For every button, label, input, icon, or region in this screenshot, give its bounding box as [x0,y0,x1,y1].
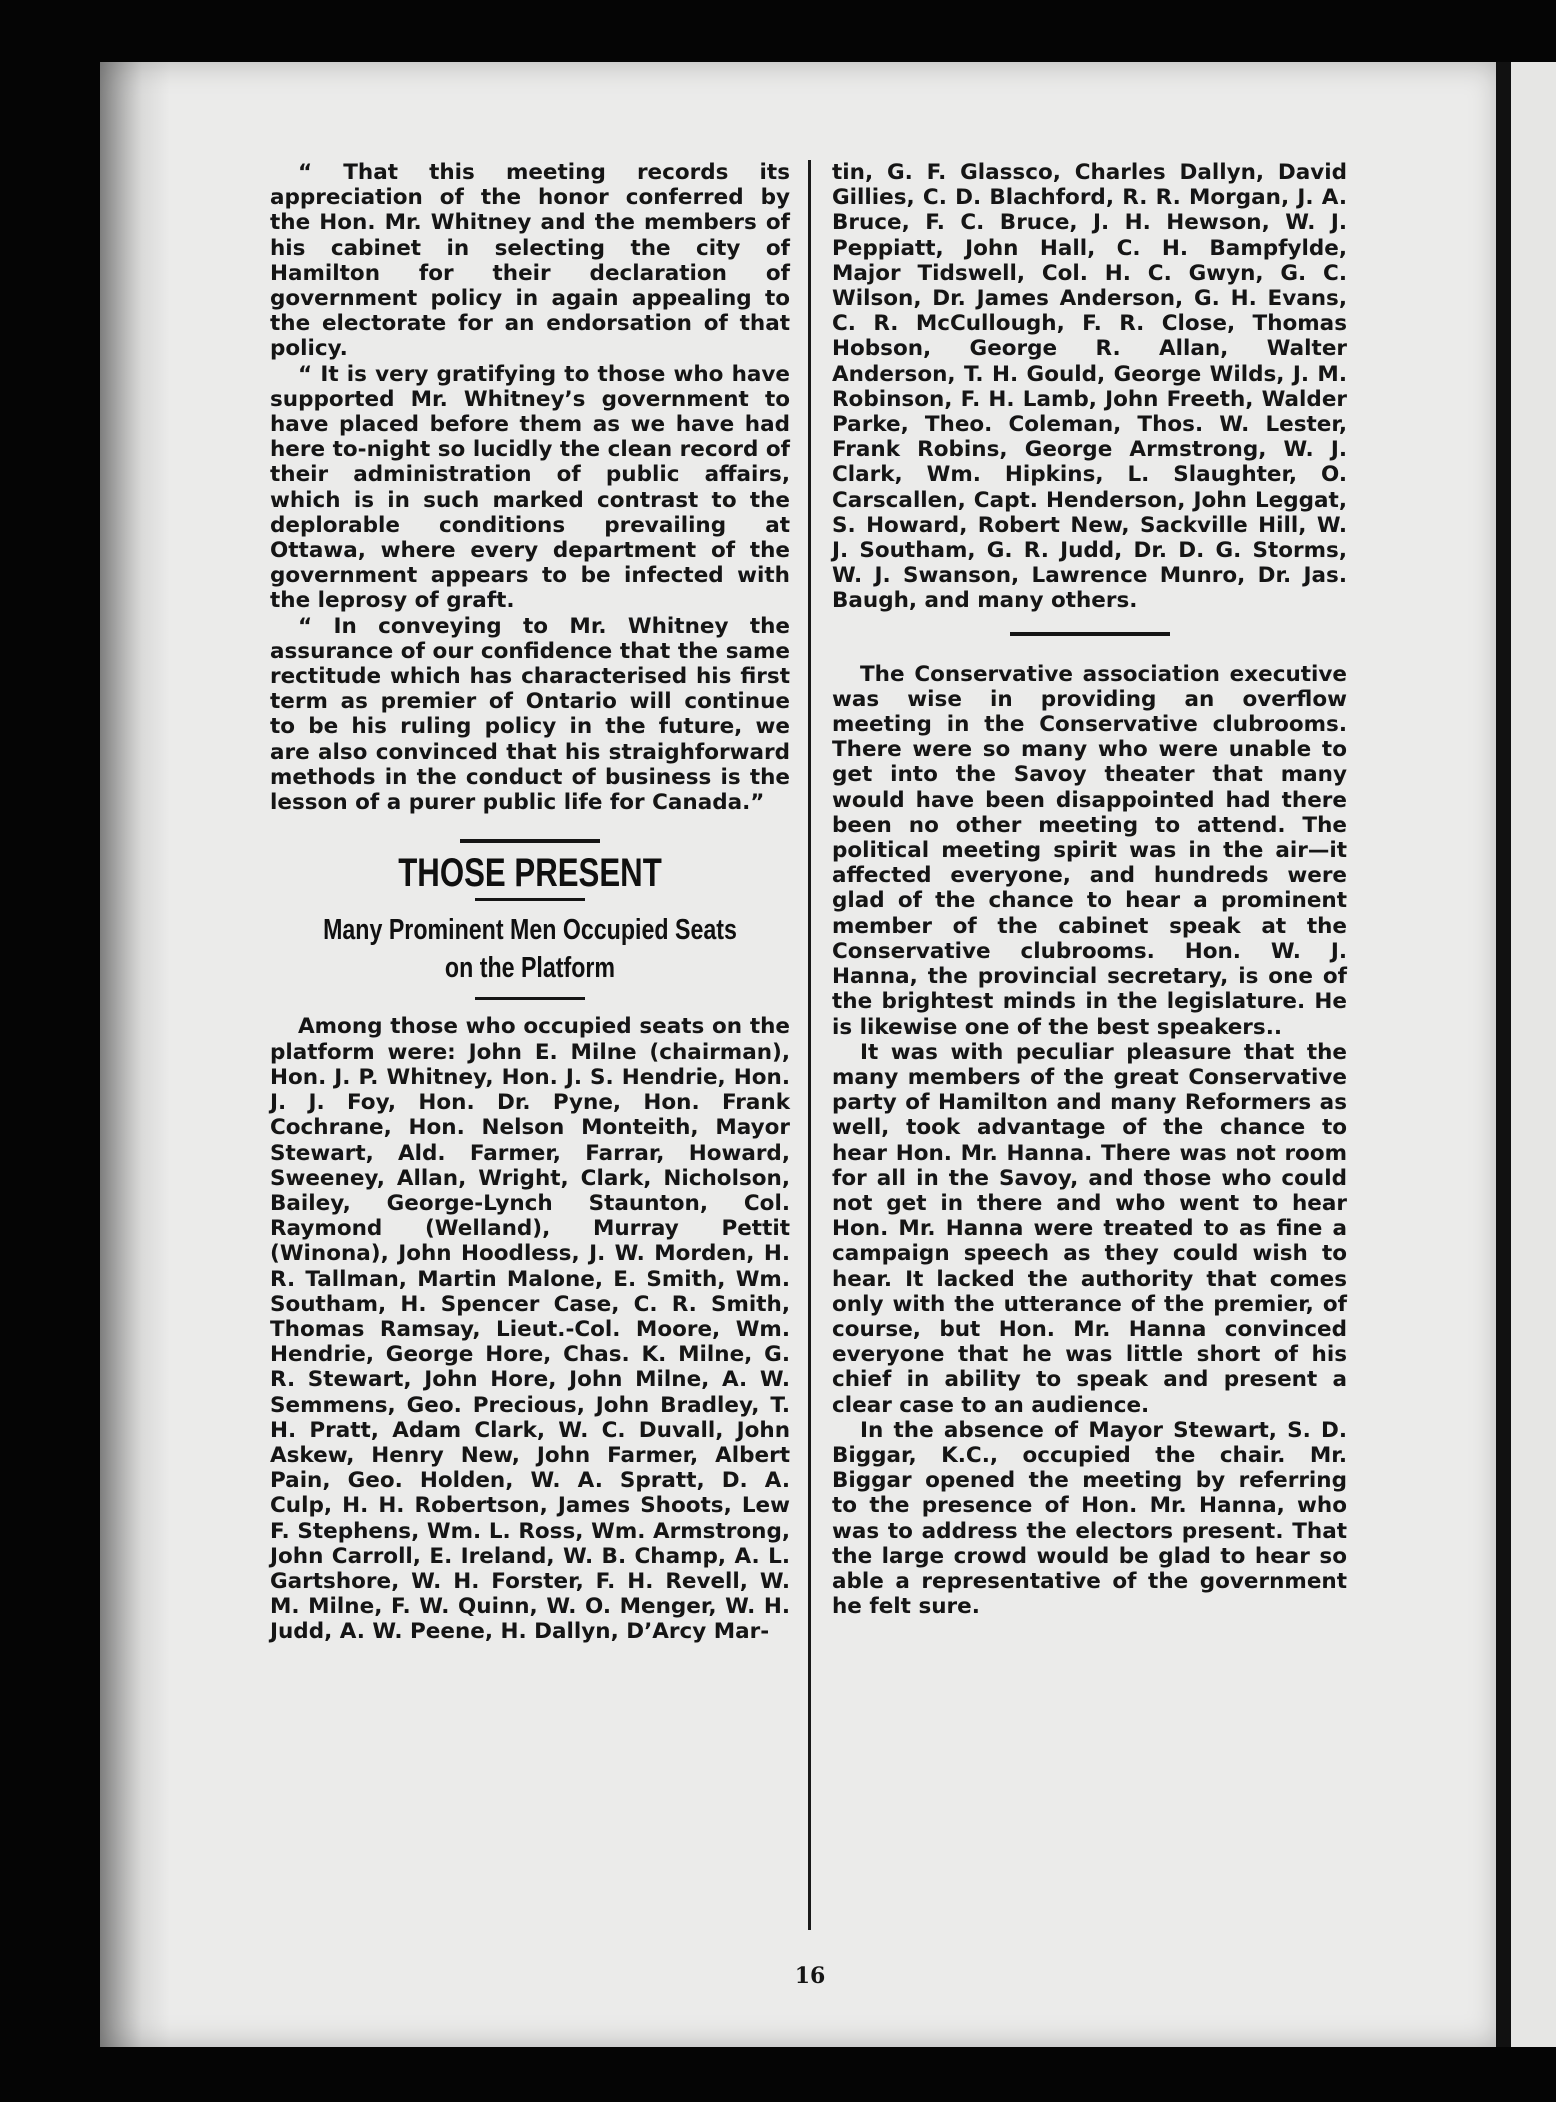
attendees-continued: tin, G. F. Glassco, Charles Dallyn, David Gillies, C. D. Blachford, R. R. Morgan, J. A. Bruce, F. C. Bruce, J. H. Hewson, W. J. Peppiatt, John Hall, C. H. Bampfylde, Major Tidswell, Col. H. C. Gwyn, G. C. Wilson, Dr. James Anderson, G. H. Evans, C. R. McCullough, F. R. Close, Thomas Hobson, George R. Allan, Walter Anderson, T. H. Gould, George Wilds, J. M. Robinson, F. H. Lamb, John Freeth, Walder Parke, Theo. Coleman, Thos. W. Lester, Frank Robins, George Armstrong, W. J. Clark, Wm. Hipkins, L. Slaughter, O. Carscallen, Capt. Henderson, John Leggat, S. Howard, Robert New, Sackville Hill, W. J. Southam, G. R. Judd, Dr. D. G. Storms, W. J. Swanson, Lawrence Munro, Dr. Jas. Baugh, and many others. [832,160,1347,614]
biggar-paragraph: In the absence of Mayor Stewart, S. D. Biggar, K.C., occupied the chair. Mr. Biggar opened the meeting by referring to the presence of Hon. Mr. Hanna, who was to address the electors present. That the large crowd would be glad to hear so able a representative of the government he felt sure. [832,1417,1347,1620]
page-number: 16 [794,1963,826,1989]
resolution-paragraph-3: “ In conveying to Mr. Whitney the assurance of our confidence that the same rectitude which has characterised his first term as premier of Ontario will continue to be his ruling policy in the future, we are also convinced that his straighforward methods in the conduct of business is the lesson of a purer public life for Canada.” [270,613,790,816]
section-rule-bottom [475,997,585,1000]
attendees-paragraph: Among those who occupied seats on the platform were: John E. Milne (chairman), Hon. J. P. Whitney, Hon. J. S. Hendrie, Hon. J. J. Foy, Hon. Dr. Pyne, Hon. Frank Cochrane, Hon. Nelson Monteith, Mayor Stewart, Ald. Farmer, Farrar, Howard, Sweeney, Allan, Wright, Clark, Nicholson, Bailey, George-Lynch Staunton, Col. Raymond (Welland), Murray Pettit (Winona), John Hoodless, J. W. Morden, H. R. Tallman, Martin Malone, E. Smith, Wm. Southam, H. Spencer Case, C. R. Smith, Thomas Ramsay, Lieut.-Col. Moore, Wm. Hendrie, George Hore, Chas. K. Milne, G. R. Stewart, John Hore, John Milne, A. W. Semmens, Geo. Precious, John Bradley, T. H. Pratt, Adam Clark, W. C. Duvall, John Askew, Henry New, John Farmer, Albert Pain, Geo. Holden, W. A. Spratt, D. A. Culp, H. H. Robertson, James Shoots, Lew F. Stephens, Wm. L. Ross, Wm. Armstrong, John Carroll, E. Ireland, W. B. Champ, A. L. Gartshore, W. H. Forster, F. H. Revell, W. M. Milne, F. W. Quinn, W. O. Menger, W. H. Judd, A. W. Peene, H. Dallyn, D’Arcy Mar- [270,1014,790,1645]
resolution-paragraph-2: “ It is very gratifying to those who have supported Mr. Whitney’s government to have placed before them as we have had here to-night so lucidly the clean record of their administration of public affairs, which is in such marked contrast to the deplorable conditions prevailing at Ottawa, where every department of the government appears to be infected with the leprosy of graft. [270,361,790,614]
section-subheading: Many Prominent Men Occupied Seats on the Platform [323,914,737,985]
left-column [270,160,790,1645]
next-page-edge [1511,62,1556,2047]
section-rule-top [460,839,600,843]
right-column [832,160,1347,1619]
column-divider [808,160,811,1930]
resolution-paragraph-1: “ That this meeting records its appreciation of the honor conferred by the Hon. Mr. Whitney and the members of his cabinet in selecting the city of Hamilton for their declaration of government policy in again appealing to the electorate for an endorsation of that policy. [270,160,790,362]
overflow-meeting-paragraph: The Conservative association executive was wise in providing an overflow meeting in the Conservative clubrooms. There were so many who were unable to get into the Savoy theater that many would have been disappointed had there been no other meeting to attend. The political meeting spirit was in the air—it affected everyone, and hundreds were glad of the chance to hear a prominent member of the cabinet speak at the Conservative clubrooms. Hon. W. J. Hanna, the provincial secretary, is one of the brightest minds in the legislature. He is likewise one of the best speakers.. [832,661,1347,1040]
section-heading: THOSE PRESENT [398,851,662,896]
page-gutter [1496,62,1511,2047]
page-binding-shadow [100,62,170,2047]
article-rule [1010,632,1170,636]
hanna-paragraph: It was with peculiar pleasure that the many members of the great Conservative party of Hamilton and many Reformers as well, took advantage of the chance to hear Hon. Mr. Hanna. There was not room for all in the Savoy, and those who could not get in there and who went to hear Hon. Mr. Hanna were treated to as fine a campaign speech as they could wish to hear. It lacked the authority that comes only with the utterance of the premier, of course, but Hon. Mr. Hanna convinced everyone that he was little short of his chief in ability to speak and present a clear case to an audience. [832,1039,1347,1418]
section-rule-middle [475,898,585,901]
